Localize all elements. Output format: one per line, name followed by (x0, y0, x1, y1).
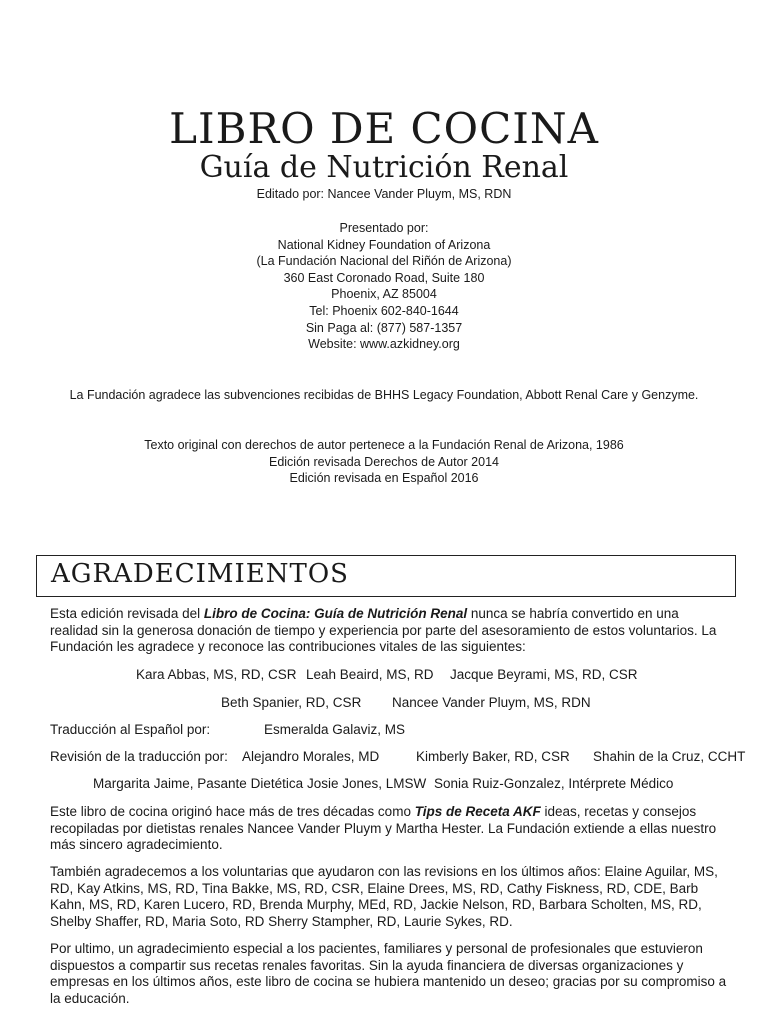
ack-p1-pre: Esta edición revisada del (50, 606, 204, 621)
ack-p2-post: ideas, recetas y consejos recopiladas por dietistas renales Nancee Vander Pluym y Martha Hester. La Fundación extiende a ellas nuestro más sincero agradecimiento. (50, 804, 717, 852)
copyright-line-1: Texto original con derechos de autor pertenece a la Fundación Renal de Arizona, 1986 (144, 438, 624, 452)
presented-by-label: Presentado por: (339, 221, 429, 235)
copyright-line-3: Edición revisada en Español 2016 (289, 471, 479, 485)
reviewer-name: Alejandro Morales, MD (242, 749, 380, 764)
ack-p1-post: nunca se habría convertido en una realidad sin la generosa donación de tiempo y experiencia por parte del asesoramiento de estos voluntarios. La Fundación les agradece y reconoce las contribuciones vitales de las siguientes: (50, 606, 717, 654)
review-label: Revisión de la traducción por: (50, 749, 228, 764)
tips-title-italic: Tips de Receta AKF (414, 804, 541, 819)
edited-by: Editado por: Nancee Vander Pluym, MS, RDN (256, 187, 512, 201)
copyright-line-2: Edición revisada Derechos de Autor 2014 (268, 454, 499, 469)
reviewer-name: Josie Jones, LMSW (307, 776, 427, 791)
book-title-italic: Libro de Cocina: Guía de Nutrición Renal (203, 606, 468, 621)
ack-paragraph-3: También agradecemos a los voluntarias que ayudaron con las revisions en los últimos años: Elaine Aguilar, MS, RD, Kay Atkins, MS, RD, Tina Bakke, MS, RD, CSR, Elaine Drees, MS, RD, Cathy Fiskness, RD, CDE, Barb Kahn, MS, RD, Karen Lucero, RD, Brenda Murphy, MEd, RD, Jackie Nelson, RD, Barbara Scholten, MS, RD, Shelby Shaffer, RD, Maria Soto, RD Sherry Stampher, RD, Laurie Sykes, RD. (50, 864, 718, 929)
publisher-address-2: Phoenix, AZ 85004 (331, 287, 437, 302)
publisher-phone: Tel: Phoenix 602-840-1644 (309, 303, 459, 318)
publisher-tollfree: Sin Paga al: (877) 587-1357 (305, 320, 463, 335)
publisher-org: National Kidney Foundation of Arizona (277, 237, 491, 252)
ack-paragraph-4: Por ultimo, un agradecimiento especial a los pacientes, familiares y personal de profesionales que estuvieron dispuestos a compartir sus recetas renales favoritas. Sin la ayuda financiera de diversas organizaciones y empresas en los últimos años, este libro de cocina se hubiera mantenido un deseo; gracias por su compromiso a la educación. (50, 941, 727, 1006)
reviewer-name: Shahin de la Cruz, CCHT (593, 749, 746, 764)
ack-paragraph-2 (50, 804, 730, 854)
contributor-name: Jacque Beyrami, MS, RD, CSR (450, 667, 638, 682)
publisher-org-es: (La Fundación Nacional del Riñón de Arizona) (256, 254, 512, 269)
book-title: LIBRO DE COCINA (169, 104, 599, 153)
translator-name: Esmeralda Galaviz, MS (264, 722, 406, 737)
ack-paragraph-1 (50, 606, 730, 656)
publisher-website: Website: www.azkidney.org (308, 337, 460, 352)
publisher-address-1: 360 East Coronado Road, Suite 180 (283, 270, 485, 285)
contributor-name: Kara Abbas, MS, RD, CSR (136, 667, 297, 682)
sponsor-note: La Fundación agradece las subvenciones recibidas de BHHS Legacy Foundation, Abbott Renal Care y Genzyme. (69, 388, 699, 402)
reviewer-name: Margarita Jaime, Pasante Dietética (93, 776, 304, 791)
copyright-block (0, 437, 768, 487)
reviewer-name: Kimberly Baker, RD, CSR (416, 749, 570, 764)
acknowledgements-heading: AGRADECIMIENTOS (51, 559, 349, 589)
contributor-name: Leah Beaird, MS, RD (306, 667, 434, 682)
acknowledgements-heading-box (36, 555, 736, 597)
reviewer-name: Sonia Ruiz-Gonzalez, Intérprete Médico (434, 776, 674, 791)
contributor-name: Beth Spanier, RD, CSR (221, 695, 362, 710)
book-subtitle: Guía de Nutrición Renal (199, 150, 569, 185)
publisher-block (0, 220, 768, 353)
ack-p2-pre: Este libro de cocina originó hace más de tres décadas como (50, 804, 415, 819)
contributor-name: Nancee Vander Pluym, MS, RDN (392, 695, 591, 710)
translation-label: Traducción al Español por: (50, 722, 211, 737)
